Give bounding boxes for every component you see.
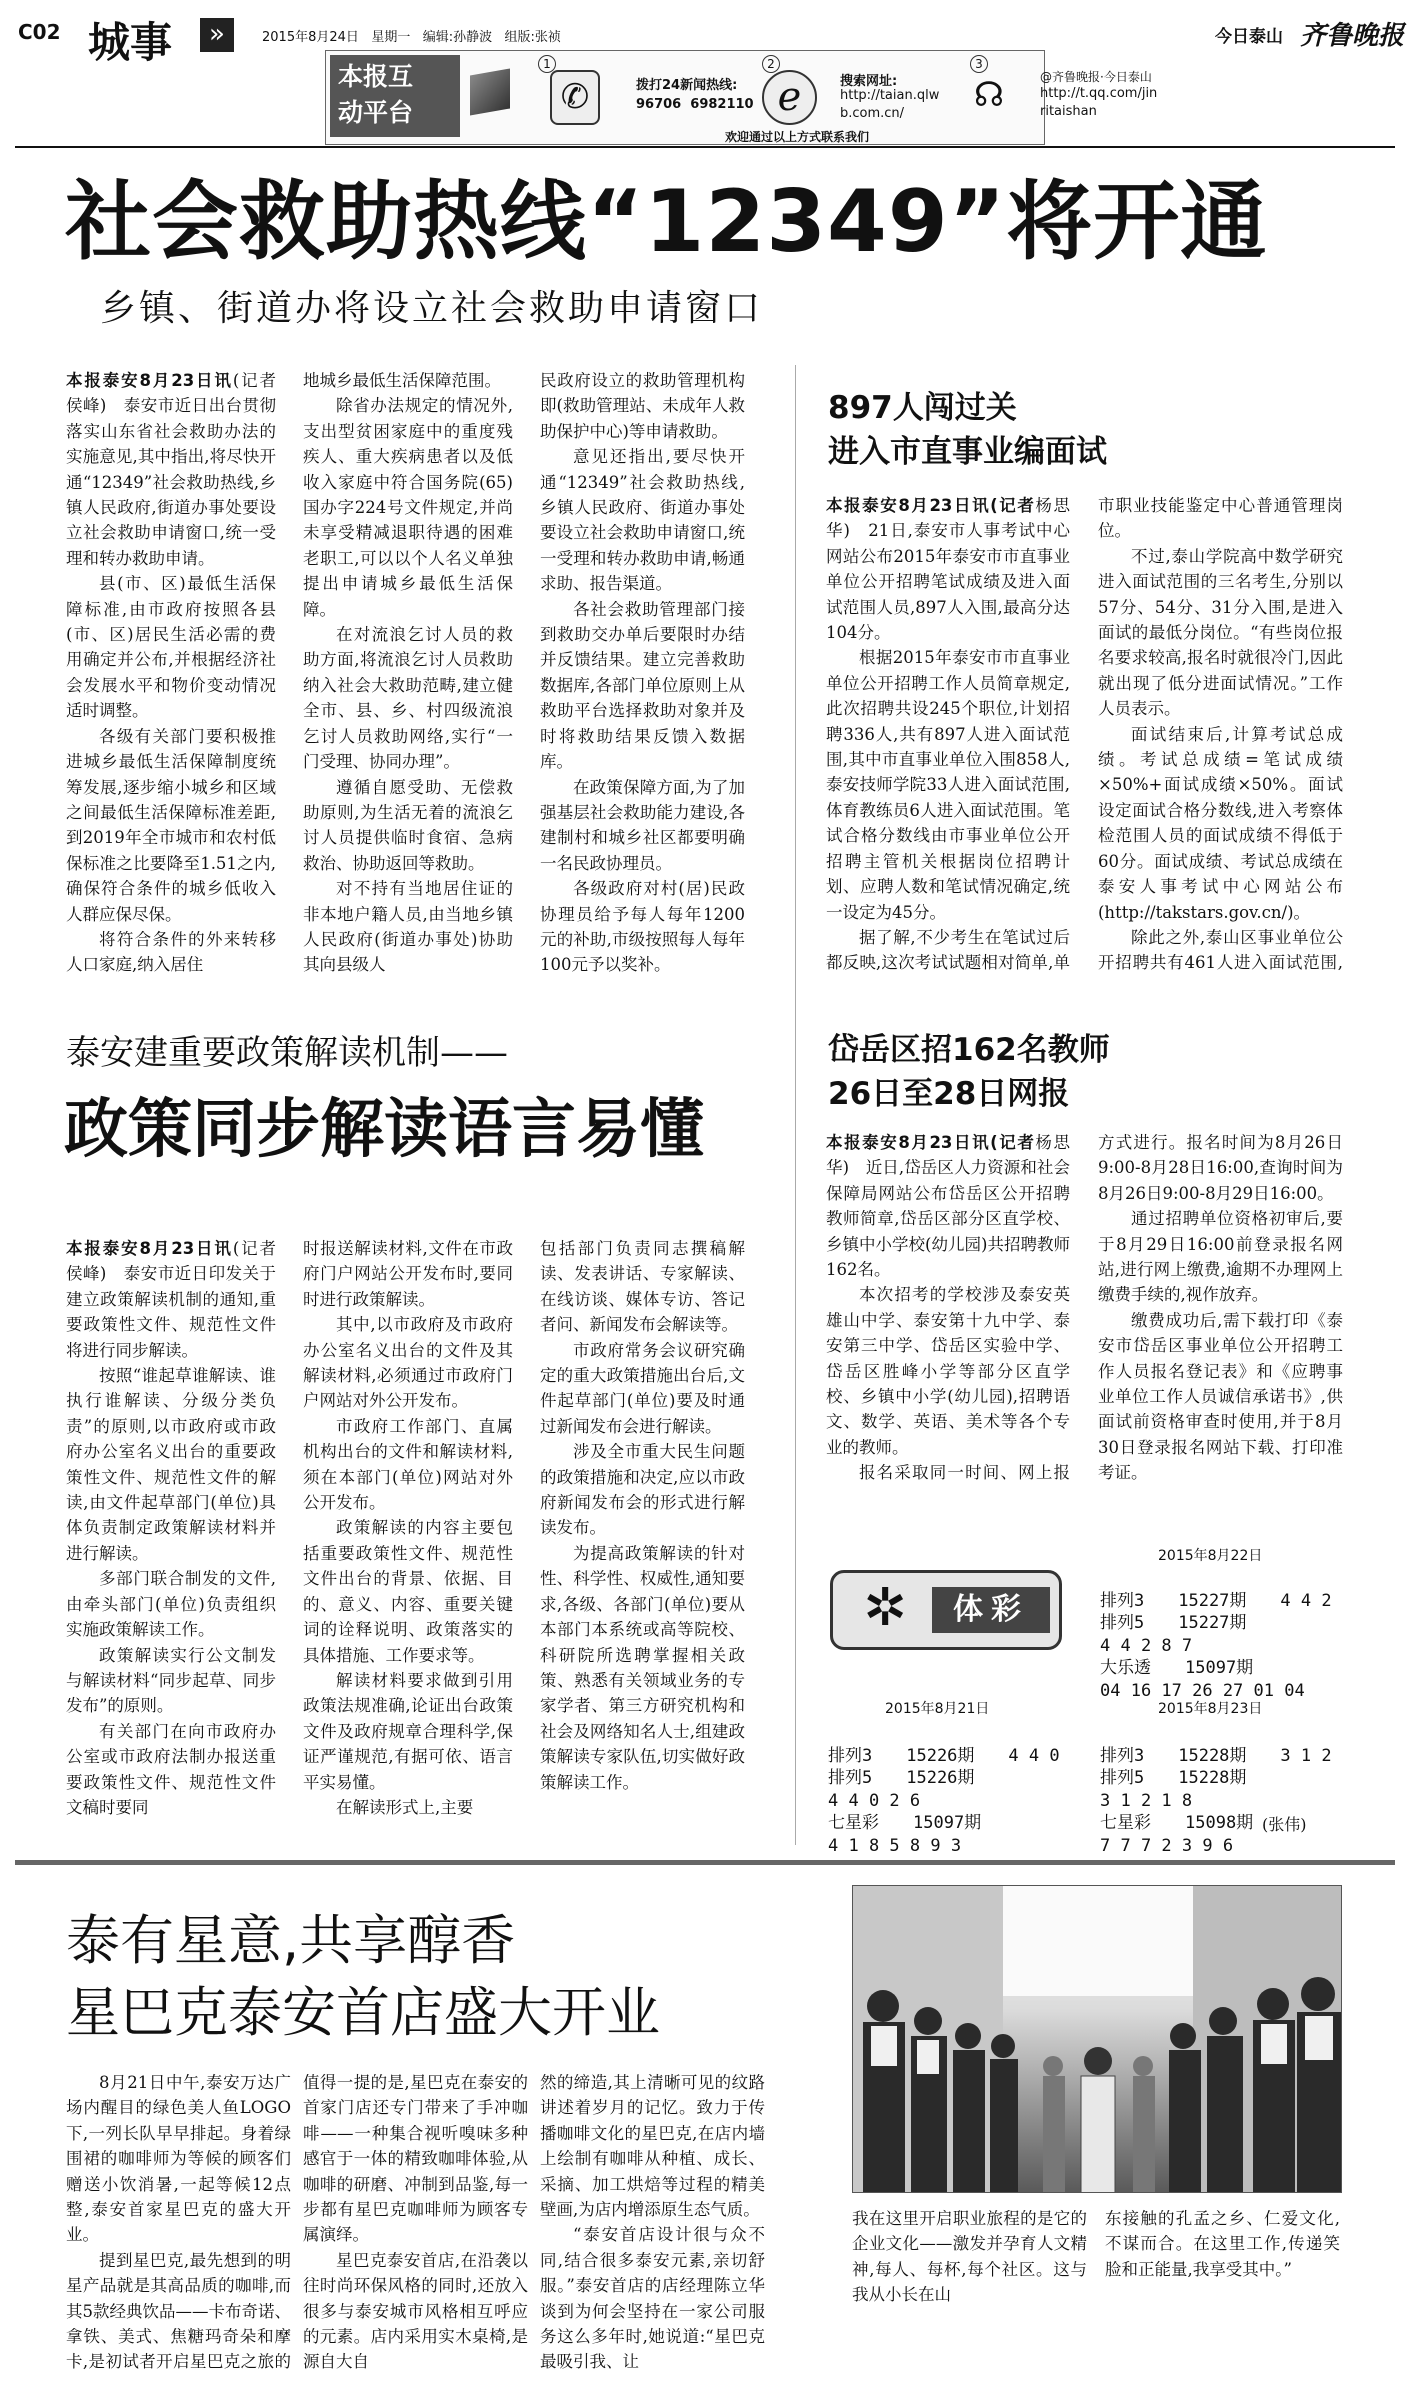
a3-col-1 [66,1236,276,1818]
lottery-1-line: 排列5 15226期 [828,1768,975,1788]
masthead-info [262,26,561,45]
a4-col-1 [826,1130,1070,1488]
a3-col-2 [303,1236,513,1818]
a5-col-5 [1105,2206,1340,2376]
platform-num-2: 2 [762,55,780,73]
a3-kicker: 泰安建重要政策解读机制—— [66,1033,508,1073]
a1-c1-p2: 各级有关部门要积极推进城乡最低生活保障制度统筹发展,逐步缩小城乡和区域之间最低生活保障标准差距,到2019年全市城市和农村低保标准之比要降至1.51之内,确保符合条件的城乡低收入人群应保尽保。 [66,726,276,924]
a3-col-3 [540,1236,745,1818]
a4-col-2 [1098,1130,1343,1534]
lottery-logo-icon: ✲ [863,1578,907,1638]
a5-c1-p0: 8月21日中午,泰安万达广场内醒目的绿色美人鱼LOGO下,一列长队早早排起。身着绿围裙的咖啡师为等候的顾客们赠送小饮消暑,一起等候12点整,泰安首家星巴克的盛大开业。 [66,2073,291,2245]
a1-c2-p0: 地城乡最低生活保障范围。 [303,371,501,390]
a5-c4-p0: 我在这里开启职业旅程的是它的企业文化——激发并孕育人文精神,每人、每杯,每个社区。这与我从小长在山 [852,2209,1087,2305]
a4-c1-p0: 杨思华) 近日,岱岳区人力资源和社会保障局网站公布岱岳区公开招聘教师简章,岱岳区部分区直学校、乡镇中小学校(幼儿园)共招聘教师162名。 [826,1133,1070,1280]
photo-crowd-svg [853,1886,1342,2193]
a1-c3-p4: 各级政府对村(居)民政协理员给予每人每年1200元的补助,市级按照每人每年100元予以奖补。 [540,879,745,975]
platform-cube-icon [470,68,510,115]
section-divider [15,1860,1395,1865]
page-number: C02 [18,20,61,44]
lottery-2-line: 排列5 15227期 [1100,1613,1247,1633]
masthead-local: 今日泰山 [1215,27,1283,47]
a3-c2-p1: 其中,以市政府及市政府办公室名义出台的文件及其解读材料,必须通过市政府门户网站对外公开发布。 [303,1315,513,1411]
a5-c2-p0: 值得一提的是,星巴克在泰安的首家门店还专门带来了手冲咖啡——一种集合视听嗅味多种感官于一体的精致咖啡体验,从咖啡的研磨、冲制到品鉴,每一步都有星巴克咖啡师为顾客专属演绎。 [303,2073,528,2245]
a2-title-2: 进入市直事业编面试 [828,434,1107,470]
lottery-3-line: 排列5 15228期 [1100,1768,1247,1788]
lottery-3-line: 排列3 15228期 3 1 2 [1100,1745,1332,1766]
a5-c5-p0: 东接触的孔孟之乡、仁爱文化,不谋而合。在这里工作,传递笑脸和正能量,我享受其中。” [1105,2209,1340,2279]
browser-icon: e [762,70,817,125]
a5-c3-p1: “泰安首店设计很与众不同,结合很多泰安元素,亲切舒服。”泰安首店的店经理陈立华谈到为何会坚持在一家公司服务这么多年时,她说道:“星巴克最吸引我、让 [540,2225,765,2370]
a5-c1-p1: 提到星巴克,最先想到的明星产品就是其高品质的咖啡,而其5款经典饮品——卡布奇诺、拿铁、美式、焦糖玛奇朵和摩卡,是初试者开启星巴克之旅的 [66,2250,291,2370]
section-title: 城事 [88,18,173,67]
a2-c2-p3: 除此之外,泰山区事业单位公开招聘共有461人进入面试范围, [1098,927,1343,973]
a1-c1-p0: (记者 侯峰) 泰安市近日出台贯彻落实山东省社会救助办法的实施意见,其中指出,将尽快开通“12349”社会救助热线,乡镇人民政府,街道办事处要设立社会救助申请窗口,统一受理和转办救助申请。 [66,371,276,568]
lottery-2-line: 大乐透 15097期 [1100,1658,1254,1678]
a1-title: 社会救助热线“12349”将开通 [65,172,1268,272]
a3-c1-p0: (记者 侯峰) 泰安市近日印发关于建立政策解读机制的通知,重要政策性文件、规范性文件将进行同步解读。 [66,1239,276,1360]
masthead-date: 2015年8月24日 [262,30,359,45]
a2-col-1 [826,493,1070,975]
a1-c3-p1: 意见还指出,要尽快开通“12349”社会救助热线,乡镇人民政府、街道办事处要设立社会救助申请窗口,统一受理和转办救助申请,畅通求助、报告渠道。 [540,447,745,594]
a1-subtitle: 乡镇、街道办将设立社会救助申请窗口 [100,288,764,329]
store-opening-photo [852,1885,1342,2193]
a1-c2-p4: 对不持有当地居住证的非本地户籍人员,由当地乡镇人民政府(街道办事处)协助其向县级人 [303,879,513,975]
weibo-url-1: http://t.qq.com/jin [1040,86,1158,101]
a1-c3-p3: 在政策保障方面,为了加强基层社会救助能力建设,各建制村和城乡社区都要明确一名民政协理员。 [540,777,745,873]
platform-title [330,55,460,137]
lottery-1-line: 4 4 0 2 6 [828,1790,921,1811]
masthead-editor: 编辑:孙静波 [422,30,493,45]
lottery-label: 体彩 [932,1587,1050,1633]
a2-col-2 [1098,493,1343,975]
weibo-url-2: ritaishan [1040,104,1097,119]
a2-c2-p2: 面试结束后,计算考试总成绩。考试总成绩=笔试成绩×50%+面试成绩×50%。面试设定面试合格分数线,进入考察体检范围人员的面试成绩不得低于60分。面试成绩、考试总成绩在泰安人事考试中心网站公布(http://takstars.gov.cn/)。 [1098,724,1343,922]
a3-c3-p3: 为提高政策解读的针对性、科学性、权威性,通知要求,各级、各部门(单位)要从本部门本系统或高等院校、科研院所选聘掌握相关政策、熟悉有关领域业务的专家学者、第三方研究机构和社会及网络知名人士,组建政策解读专家队伍,切实做好政策解读工作。 [540,1543,745,1792]
a3-c2-p5: 在解读形式上,主要 [336,1797,474,1817]
a5-col-1 [66,2070,291,2370]
lottery-1-line: 七星彩 15097期 [828,1813,982,1833]
a3-c3-p0: 包括部门负责同志撰稿解读、发表讲话、专家解读、在线访谈、媒体专访、答记者问、新闻发布会解读等。 [540,1239,745,1335]
a5-title-2: 星巴克泰安首店盛大开业 [66,1981,660,2044]
a4-c1-p1: 本次招考的学校涉及泰安英雄山中学、泰安第十九中学、泰安第三中学、岱岳区实验中学、岱岳区胜峰小学等部分区直学校、乡镇中小学(幼儿园),招聘语文、数学、英语、美术等各个专业的教师。 [826,1285,1070,1457]
a1-lead: 本报泰安8月23日讯 [66,371,233,390]
a1-col-2 [303,368,513,988]
a4-c2-p2: 缴费成功后,需下载打印《泰安市岱岳区事业单位公开招聘工作人员报名登记表》和《应聘事业单位工作人员诚信承诺书》,供面试前资格审查时使用,并于8月30日登录报名网站下载、打印准考证。 [1098,1310,1343,1483]
masthead-rule [15,146,1395,148]
lottery-date-3: 2015年8月23日 [1158,1701,1263,1717]
a1-c3-p2: 各社会救助管理部门接到救助交办单后要限时办结并反馈结果。建立完善救助数据库,各部门单位原则上从救助平台选择救助对象并及时将救助结果反馈入数据库。 [540,599,745,772]
masthead-designer: 组版:张祯 [504,30,561,45]
platform-welcome: 欢迎通过以上方式联系我们 [725,130,870,144]
masthead-weekday: 星期一 [371,30,411,45]
a5-col-4 [852,2206,1087,2376]
a5-c2-p1: 星巴克泰安首店,在沿袭以往时尚环保风格的同时,还放入很多与泰安城市风格相互呼应的元素。店内采用实木桌椅,是源自大自 [303,2250,528,2370]
web-label: 搜索网址: [840,74,898,89]
a4-c2-p0: 方式进行。报名时间为8月26日9:00-8月28日16:00,查询时间为8月26日9:00-8月29日16:00。 [1098,1133,1343,1203]
a3-c1-p4: 有关部门在向市政府办公室或市政府法制办报送重要政策性文件、规范性文件文稿时要同 [66,1721,276,1817]
lottery-2-line: 4 4 2 8 7 [1100,1635,1193,1656]
platform-num-1: 1 [538,55,556,73]
lottery-3-line: 七星彩 15098期 [1100,1813,1254,1833]
lottery-byline: (张伟) [1262,1815,1307,1834]
a3-c2-p0: 时报送解读材料,文件在市政府门户网站公开发布时,要同时进行政策解读。 [303,1239,513,1309]
a4-title-2: 26日至28日网报 [828,1076,1070,1112]
a5-c3-p0: 然的缔造,其上清晰可见的纹路讲述着岁月的记忆。致力于传播咖啡文化的星巴克,在店内墙上绘制有咖啡从种植、成长、采摘、加工烘焙等过程的精美壁画,为店内增添原生态气质。 [540,2073,765,2220]
a3-lead: 本报泰安8月23日讯 [66,1239,233,1258]
a2-lead: 本报泰安8月23日讯(记者 [826,496,1036,515]
a3-c3-p2: 涉及全市重大民生问题的政策措施和决定,应以市政府新闻发布会的形式进行解读发布。 [540,1442,745,1538]
lottery-3-line: 7 7 7 2 3 9 6 [1100,1835,1234,1856]
lottery-1-line: 排列3 15226期 4 4 0 [828,1745,1060,1766]
a1-c2-p3: 遵循自愿受助、无偿救助原则,为生活无着的流浪乞讨人员提供临时食宿、急病救治、协助返回等救助。 [303,777,513,873]
a1-c1-p1: 县(市、区)最低生活保障标准,由市政府按照各县(市、区)居民生活必需的费用确定并公布,并根据经济社会发展水平和物价变动情况适时调整。 [66,574,276,721]
a4-lead: 本报泰安8月23日讯(记者 [826,1133,1036,1152]
lottery-1-line: 4 1 8 5 8 9 3 [828,1835,962,1856]
a2-c1-p2: 据了解,不少考生在笔试过后都反映,这次考试试题相对简单,单 [826,927,1070,973]
web-url-2: b.com.cn/ [840,106,905,121]
phone-icon: ✆ [550,70,600,125]
a2-title-1: 897人闯过关 [828,390,1017,426]
a3-c1-p3: 政策解读实行公文制发与解读材料“同步起草、同步发布”的原则。 [66,1645,276,1716]
a5-col-3 [540,2070,765,2370]
a5-col-2 [303,2070,528,2370]
a2-c1-p1: 根据2015年泰安市市直事业单位公开招聘工作人员简章规定,此次招聘共设245个职位,计划招聘336人,共有897人进入面试范围,其中市直事业单位入围858人,泰安技师学院33人进入面试范围,体育教练员6人进入面试范围。笔试合格分数线由市事业单位公开招聘主管机关根据岗位招聘计划、应聘人数和笔试情况确定,统一设定为45分。 [826,648,1070,922]
a1-c2-p2: 在对流浪乞讨人员的救助方面,将流浪乞讨人员救助纳入社会大救助范畴,建立健全市、县、乡、村四级流浪乞讨人员救助网络,实行“一门受理、协同办理”。 [303,625,513,772]
a2-c1-p0: 杨思华) 21日,泰安市人事考试中心网站公布2015年泰安市市直事业单位公开招聘笔试成绩及进入面试范围人员,897人入围,最高分达104分。 [826,496,1070,643]
a1-c2-p1: 除省办法规定的情况外,支出型贫困家庭中的重度残疾人、重大疾病患者以及低收入家庭中符合国务院(65)国办字224号文件规定,并尚未享受精减退职待遇的困难老职工,可以以个人名义单独提出申请城乡最低生活保障。 [303,396,513,619]
platform-num-3: 3 [970,55,988,73]
a3-c1-p1: 按照“谁起草谁解读、谁执行谁解读、分级分类负责”的原则,以市政府或市政府办公室名义出台的重要政策性文件、规范性文件的解读,由文件起草部门(单位)具体负责制定政策解读材料并进行解读。 [66,1366,276,1563]
a2-c2-p0: 市职业技能鉴定中心普通管理岗位。 [1098,496,1343,541]
a3-c2-p2: 市政府工作部门、直属机构出台的文件和解读材料,须在本部门(单位)网站对外公开发布。 [303,1416,513,1513]
column-divider [795,365,796,1845]
platform-title-line1: 本报互 [338,62,414,91]
lottery-3-line: 3 1 2 1 8 [1100,1790,1193,1811]
a1-c3-p0: 民政府设立的救助管理机构即(救助管理站、未成年人救助保护中心)等申请救助。 [540,371,745,441]
lottery-2-line: 04 16 17 26 27 01 04 [1100,1680,1305,1701]
lottery-date-2: 2015年8月22日 [1158,1548,1263,1564]
a2-c2-p1: 不过,泰山学院高中数学研究进入面试范围的三名考生,分别以57分、54分、31分入围,是进入面试的最低分岗位。“有些岗位报名要求较高,报名时就很冷门,因此就出现了低分进面试情况。”工作人员表示。 [1098,546,1343,719]
a1-c1-p3: 将符合条件的外来转移人口家庭,纳入居住 [66,929,276,975]
weibo-icon: ☊ [973,75,1005,115]
a3-c2-p4: 解读材料要求做到引用政策法规准确,论证出台政策文件及政府规章合理科学,保证严谨规范,有据可依、语言平实易懂。 [303,1670,513,1792]
a4-c1-p2: 报名采取同一时间、网上报 [859,1463,1070,1483]
lottery-draw-1 [828,1722,1060,1880]
a1-col-3 [540,368,745,988]
web-url-1: http://taian.qlw [840,88,940,103]
a3-c1-p2: 多部门联合制发的文件,由牵头部门(单位)负责组织实施政策解读工作。 [66,1569,276,1640]
a4-title-1: 岱岳区招162名教师 [828,1032,1110,1068]
lottery-2-line: 排列3 15227期 4 4 2 [1100,1590,1332,1611]
a4-c2-p1: 通过招聘单位资格初审后,要于8月29日16:00前登录报名网站,进行网上缴费,逾期不办理网上缴费手续的,视作放弃。 [1098,1209,1343,1305]
hotline-numbers: 96706 6982110 [636,97,754,112]
lottery-draw-3 [1100,1722,1332,1880]
a3-title: 政策同步解读语言易懂 [64,1093,704,1167]
platform-title-line2: 动平台 [338,98,414,127]
section-arrow-icon: » [200,18,234,52]
a5-title-1: 泰有星意,共享醇香 [66,1909,516,1972]
a3-c3-p1: 市政府常务会议研究确定的重大政策措施出台后,文件起草部门(单位)要及时通过新闻发布会进行解读。 [540,1340,745,1436]
weibo-label: @齐鲁晚报·今日泰山 [1040,70,1152,84]
lottery-date-1: 2015年8月21日 [885,1701,990,1717]
a3-c2-p3: 政策解读的内容主要包括重要政策性文件、规范性文件出台的背景、依据、目的、意义、内容、重要关键词的诠释说明、政策落实的具体措施、工作要求等。 [303,1518,513,1665]
newspaper-logo: 齐鲁晚报 [1300,21,1405,51]
hotline-label: 拨打24新闻热线: [636,78,738,93]
a1-col-1 [66,368,276,988]
